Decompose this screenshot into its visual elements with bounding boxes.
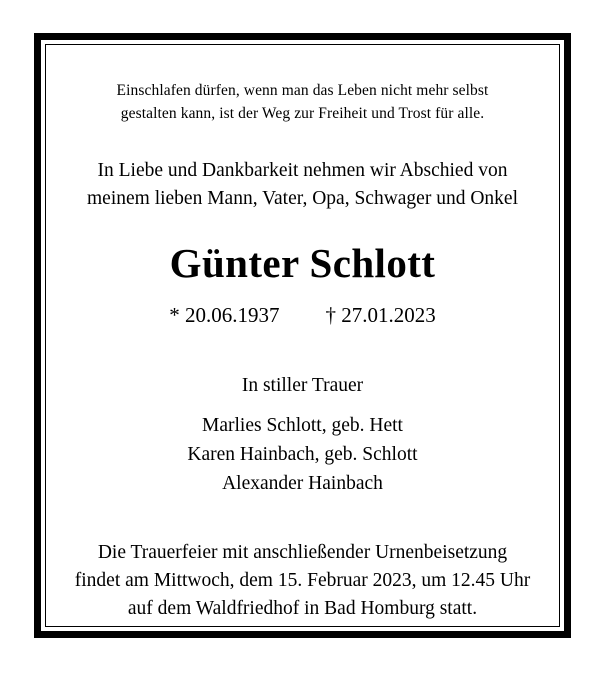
- ceremony-line: auf dem Waldfriedhof in Bad Homburg statt.: [127, 598, 478, 620]
- birth-date: * 20.06.1937: [169, 303, 280, 328]
- epitaph-line: Einschlafen dürfen, wenn man das Leben nicht mehr selbst: [116, 82, 489, 99]
- survivor-name: Alexander Hainbach: [222, 472, 383, 494]
- intro-line: In Liebe und Dankbarkeit nehmen wir Abschied von: [97, 159, 508, 181]
- ceremony-line: Die Trauerfeier mit anschließender Urnenbeisetzung: [97, 541, 508, 563]
- obituary-card-inner: [45, 44, 560, 627]
- intro-text: [87, 157, 518, 214]
- survivor-name: Marlies Schlott, geb. Hett: [202, 415, 403, 437]
- survivor-name: Karen Hainbach, geb. Schlott: [187, 443, 418, 465]
- ceremony-details: [75, 539, 530, 624]
- obituary-card: [34, 33, 571, 638]
- mourning-label: In stiller Trauer: [241, 375, 364, 397]
- ceremony-line: findet am Mittwoch, dem 15. Februar 2023, um 12.45 Uhr: [74, 569, 531, 591]
- survivors-list: [187, 412, 417, 499]
- life-dates: [169, 303, 436, 328]
- intro-line: meinem lieben Mann, Vater, Opa, Schwager und Onkel: [87, 187, 518, 209]
- epitaph-line: gestalten kann, ist der Weg zur Freiheit und Trost für alle.: [120, 105, 485, 123]
- death-date: † 27.01.2023: [325, 303, 436, 328]
- deceased-name: Günter Schlott: [169, 240, 436, 287]
- epitaph-text: [117, 79, 489, 126]
